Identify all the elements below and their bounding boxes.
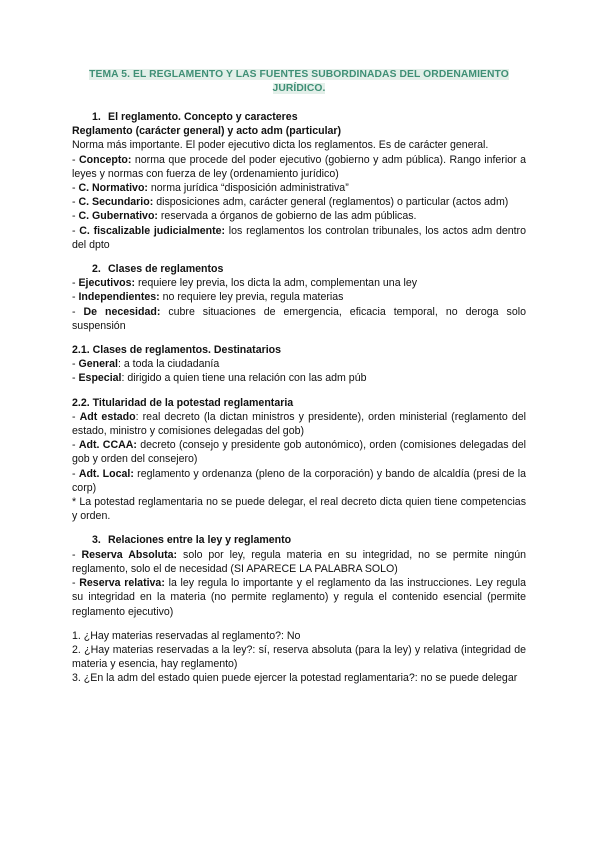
section-2-1-heading: 2.1. Clases de reglamentos. Destinatarios bbox=[72, 344, 282, 357]
section-2-2-note: * La potestad reglamentaria no se puede delegar, el real decreto dicta quien tiene competencias y orden. bbox=[72, 496, 526, 523]
list-item: - Concepto: norma que procede del poder ejecutivo (gobierno y adm pública). Rango inferior a leyes y normas con fuerza de ley (ordenamiento jurídico) bbox=[72, 153, 526, 180]
title-line-2: JURÍDICO. bbox=[272, 83, 326, 94]
list-item: - Especial: dirigido a quien tiene una relación con las adm púb bbox=[72, 372, 367, 385]
list-item: - C. Gubernativo: reservada a órganos de gobierno de las adm públicas. bbox=[72, 210, 417, 223]
list-item: - C. fiscalizable judicialmente: los reglamentos los controlan tribunales, los actos adm dentro del dpto bbox=[72, 224, 526, 251]
section-3-heading: 3. Relaciones entre la ley y reglamento bbox=[92, 534, 292, 547]
document-title bbox=[72, 68, 526, 96]
list-item: - Reserva relativa: la ley regula lo importante y el reglamento da las instrucciones. Ley regula su integridad en la materia (no permite reglamento) y regula el contenido esencial (permite reglamento ejecutivo) bbox=[72, 577, 526, 618]
list-item: - C. Secundario: disposiciones adm, carácter general (reglamentos) o particular (actos adm) bbox=[72, 196, 509, 209]
section-2-heading: 2. Clases de reglamentos bbox=[92, 263, 224, 276]
document-page bbox=[72, 68, 526, 686]
list-item: - Ejecutivos: requiere ley previa, los dicta la adm, complementan una ley bbox=[72, 277, 418, 290]
list-item: - Adt estado: real decreto (la dictan ministros y presidente), orden ministerial (reglamento del estado, ministro y comisiones delegadas del gob) bbox=[72, 410, 526, 438]
list-item: - Adt. CCAA: decreto (consejo y presidente gob autonómico), orden (comisiones delegadas del gob y orden del consejero) bbox=[72, 439, 526, 466]
list-item: - Reserva Absoluta: solo por ley, regula materia en su integridad, no se permite ningún reglamento, solo el de necesidad (SI APARECE LA PALABRA SOLO) bbox=[72, 548, 526, 575]
question-item: 3. ¿En la adm del estado quien puede ejercer la potestad reglamentaria?: no se puede delegar bbox=[72, 672, 518, 685]
section-1-subheading: Reglamento (carácter general) y acto adm (particular) bbox=[72, 125, 342, 138]
title-line-1: TEMA 5. EL REGLAMENTO Y LAS FUENTES SUBORDINADAS DEL ORDENAMIENTO bbox=[89, 69, 509, 80]
list-item: - De necesidad: cubre situaciones de emergencia, eficacia temporal, no deroga solo suspensión bbox=[72, 305, 526, 332]
list-item: - Adt. Local: reglamento y ordenanza (pleno de la corporación) y bando de alcaldía (presi de la corp) bbox=[72, 467, 527, 494]
list-item: - General: a toda la ciudadanía bbox=[72, 358, 220, 371]
section-1-heading: 1. El reglamento. Concepto y caracteres bbox=[92, 111, 298, 123]
list-item: - C. Normativo: norma jurídica “disposición administrativa” bbox=[72, 182, 349, 195]
list-item: - Independientes: no requiere ley previa, regula materias bbox=[72, 291, 344, 304]
question-item: 2. ¿Hay materias reservadas a la ley?: sí, reserva absoluta (para la ley) y relativa (integridad de materia y esencia, hay reglamento) bbox=[72, 643, 526, 671]
section-1-intro: Norma más importante. El poder ejecutivo dicta los reglamentos. Es de carácter general. bbox=[72, 139, 489, 152]
question-item: 1. ¿Hay materias reservadas al reglamento?: No bbox=[72, 629, 301, 642]
section-2-2-heading: 2.2. Titularidad de la potestad reglamentaria bbox=[72, 396, 294, 409]
